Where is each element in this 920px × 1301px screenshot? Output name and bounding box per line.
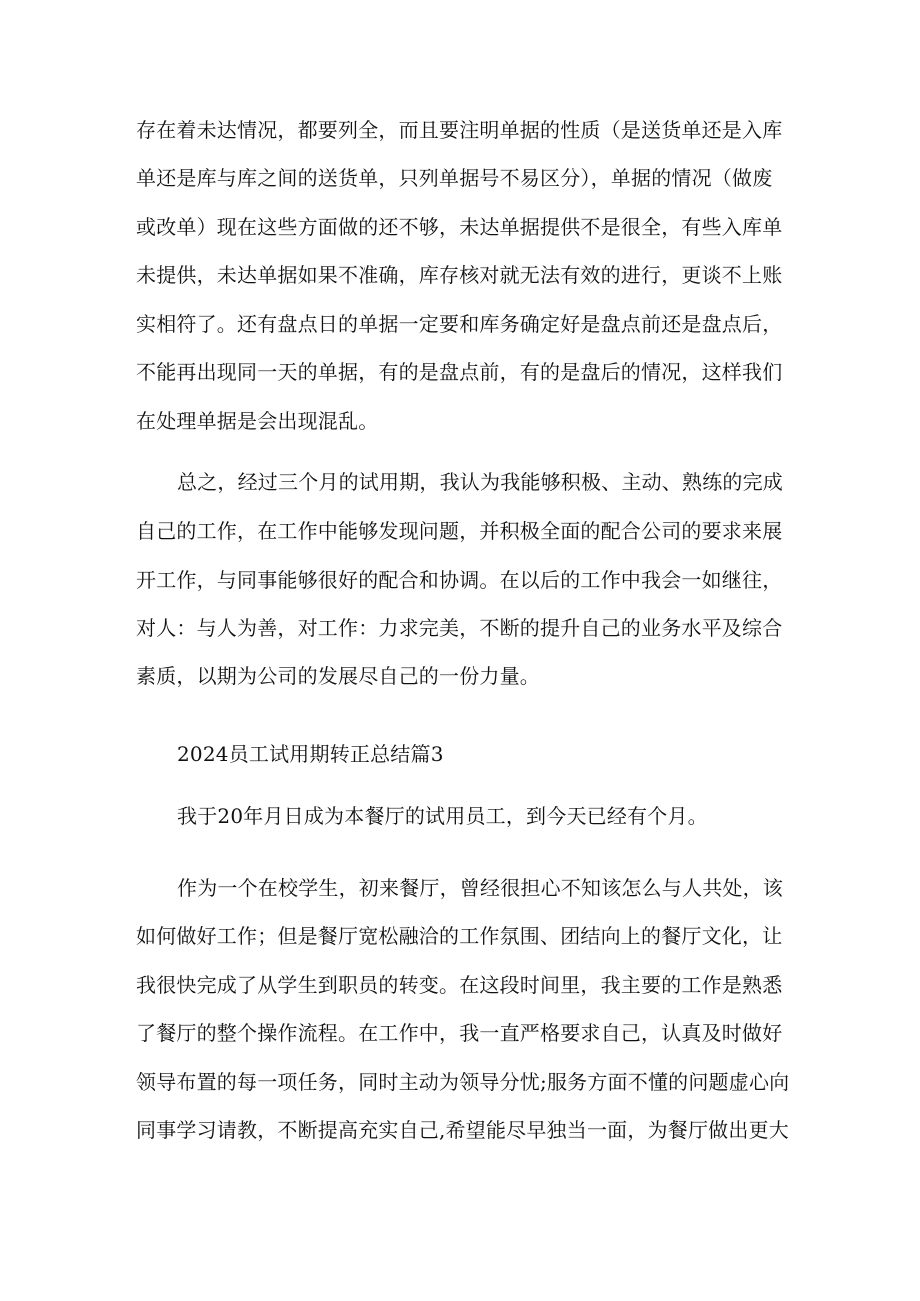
paragraph-3: 我于20年月日成为本餐厅的试用员工，到今天已经有个月。	[177, 804, 708, 828]
text-line: 我很快完成了从学生到职员的转变。在这段时间里，我主要的工作是熟悉	[136, 973, 783, 997]
text-line: 实相符了。还有盘点日的单据一定要和库务确定好是盘点前还是盘点后，	[136, 312, 783, 336]
text-line: 了餐厅的整个操作流程。在工作中，我一直严格要求自己，认真及时做好	[136, 1021, 783, 1045]
text-line: 总之，经过三个月的试用期，我认为我能够积极、主动、熟练的完成	[177, 470, 783, 494]
text-line: 作为一个在校学生，初来餐厅，曾经很担心不知该怎么与人共处，该	[177, 876, 783, 900]
text-line: 素质，以期为公司的发展尽自己的一份力量。	[136, 664, 540, 688]
section-heading: 2024员工试用期转正总结篇3	[177, 742, 444, 766]
text-line: 开工作，与同事能够很好的配合和协调。在以后的工作中我会一如继往，	[136, 568, 783, 592]
text-line: 存在着未达情况，都要列全，而且要注明单据的性质（是送货单还是入库	[136, 118, 783, 142]
text-line: 自己的工作，在工作中能够发现问题，并积极全面的配合公司的要求来展	[136, 519, 783, 543]
text-line: 如何做好工作；但是餐厅宽松融洽的工作氛围、团结向上的餐厅文化，让	[136, 924, 783, 948]
text-line: 同事学习请教，不断提高充实自己,希望能尽早独当一面，为餐厅做出更大	[136, 1118, 789, 1142]
text-line: 单还是库与库之间的送货单，只列单据号不易区分），单据的情况（做废	[136, 166, 773, 190]
text-line: 领导布置的每一项任务，同时主动为领导分忧;服务方面不懂的问题虚心向	[136, 1070, 790, 1094]
text-line: 或改单）现在这些方面做的还不够，未达单据提供不是很全，有些入库单	[136, 215, 783, 239]
text-line: 未提供，未达单据如果不准确，库存核对就无法有效的进行，更谈不上账	[136, 263, 783, 287]
text-line: 在处理单据是会出现混乱。	[136, 409, 379, 433]
text-line: 对人：与人为善，对工作：力求完美，不断的提升自己的业务水平及综合	[136, 616, 783, 640]
text-line: 不能再出现同一天的单据，有的是盘点前，有的是盘后的情况，这样我们	[136, 360, 783, 384]
